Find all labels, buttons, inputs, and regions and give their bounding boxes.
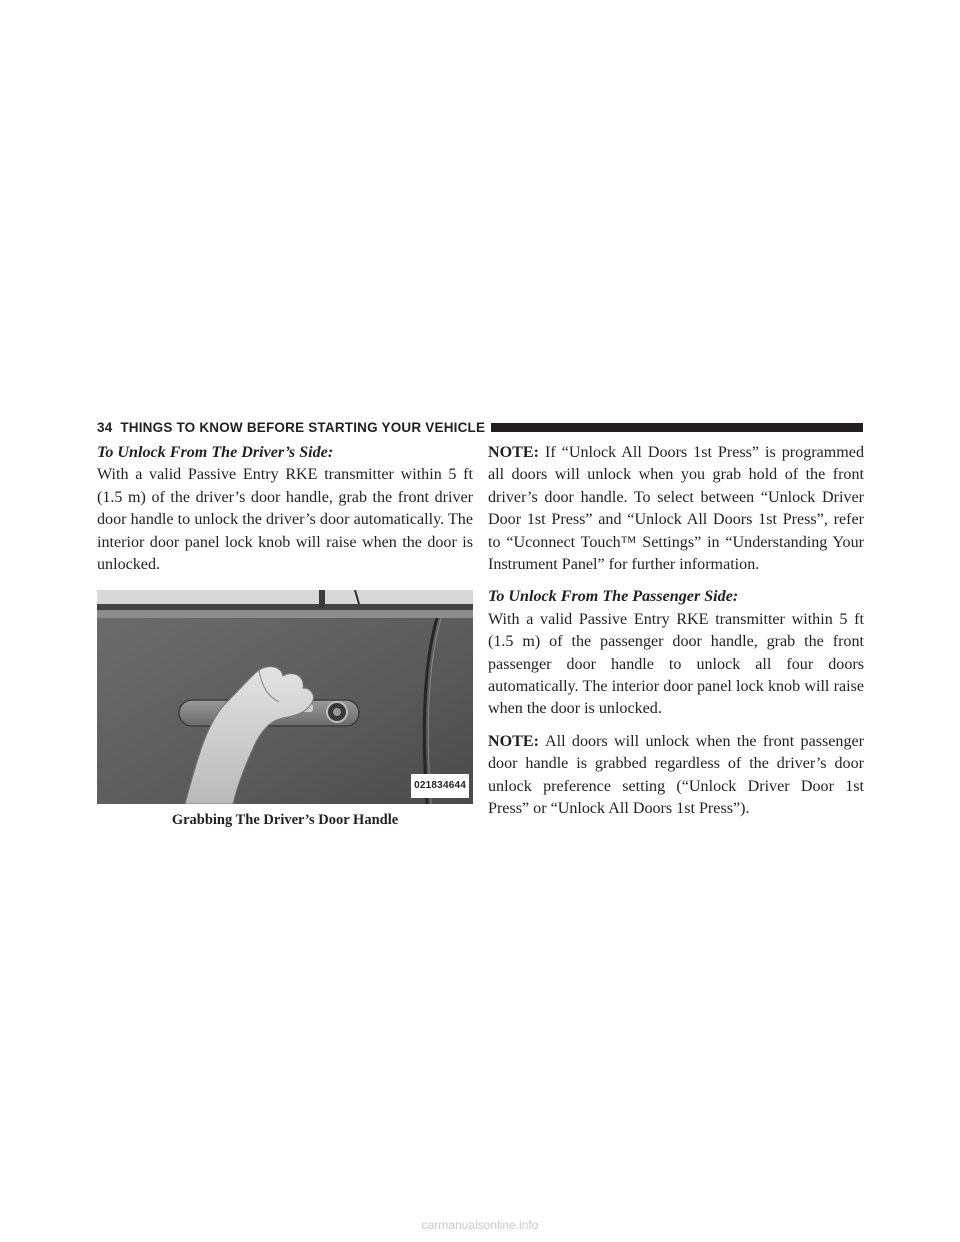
passenger-side-heading: To Unlock From The Passenger Side: — [488, 588, 739, 606]
figure-id: 021834644 — [411, 774, 469, 798]
door-handle-figure — [97, 590, 473, 804]
left-column — [97, 442, 473, 832]
note-1 — [488, 442, 864, 576]
driver-side-paragraph: With a valid Passive Entry RKE transmitter within 5 ft (1.5 m) of the driver’s door handle, grab the front driver door handle to unlock the driver’s door automatically. The interior door panel lock knob will raise when the door is unlocked. — [97, 466, 473, 574]
note-1-text: If “Unlock All Doors 1st Press” is programmed all doors will unlock when you grab hold of the front driver’s door handle. To select between “Unlock Driver Door 1st Press” and “Unlock All Doors 1st Press”, refer to “Uconnect Touch™ Settings” in “Understanding Your Instrument Panel” for further information. — [488, 444, 864, 574]
note-2-label: NOTE: — [488, 732, 539, 750]
watermark: carmanualsonline.info — [421, 1218, 539, 1232]
right-column — [488, 442, 864, 821]
note-2-text: All doors will unlock when the front passenger door handle is grabbed regardless of the driver’s door unlock preference setting (“Unlock Driver Door 1st Press” or “Unlock All Doors 1st Press”). — [488, 732, 864, 818]
driver-side-heading: To Unlock From The Driver’s Side: — [97, 444, 334, 461]
note-1-label: NOTE: — [488, 444, 539, 461]
note-2 — [488, 731, 864, 821]
passenger-side-paragraph: With a valid Passive Entry RKE transmitter within 5 ft (1.5 m) of the passenger door handle, grab the front passenger door handle to unlock all four doors automatically. The interior door panel lock knob will raise when the door is unlocked. — [488, 610, 864, 718]
door-handle-illustration — [97, 590, 473, 804]
figure-caption: Grabbing The Driver’s Door Handle — [171, 812, 399, 829]
running-header — [97, 418, 863, 436]
header-rule — [491, 423, 863, 432]
page-number-and-section: 34 THINGS TO KNOW BEFORE STARTING YOUR VEHICLE — [97, 419, 486, 435]
